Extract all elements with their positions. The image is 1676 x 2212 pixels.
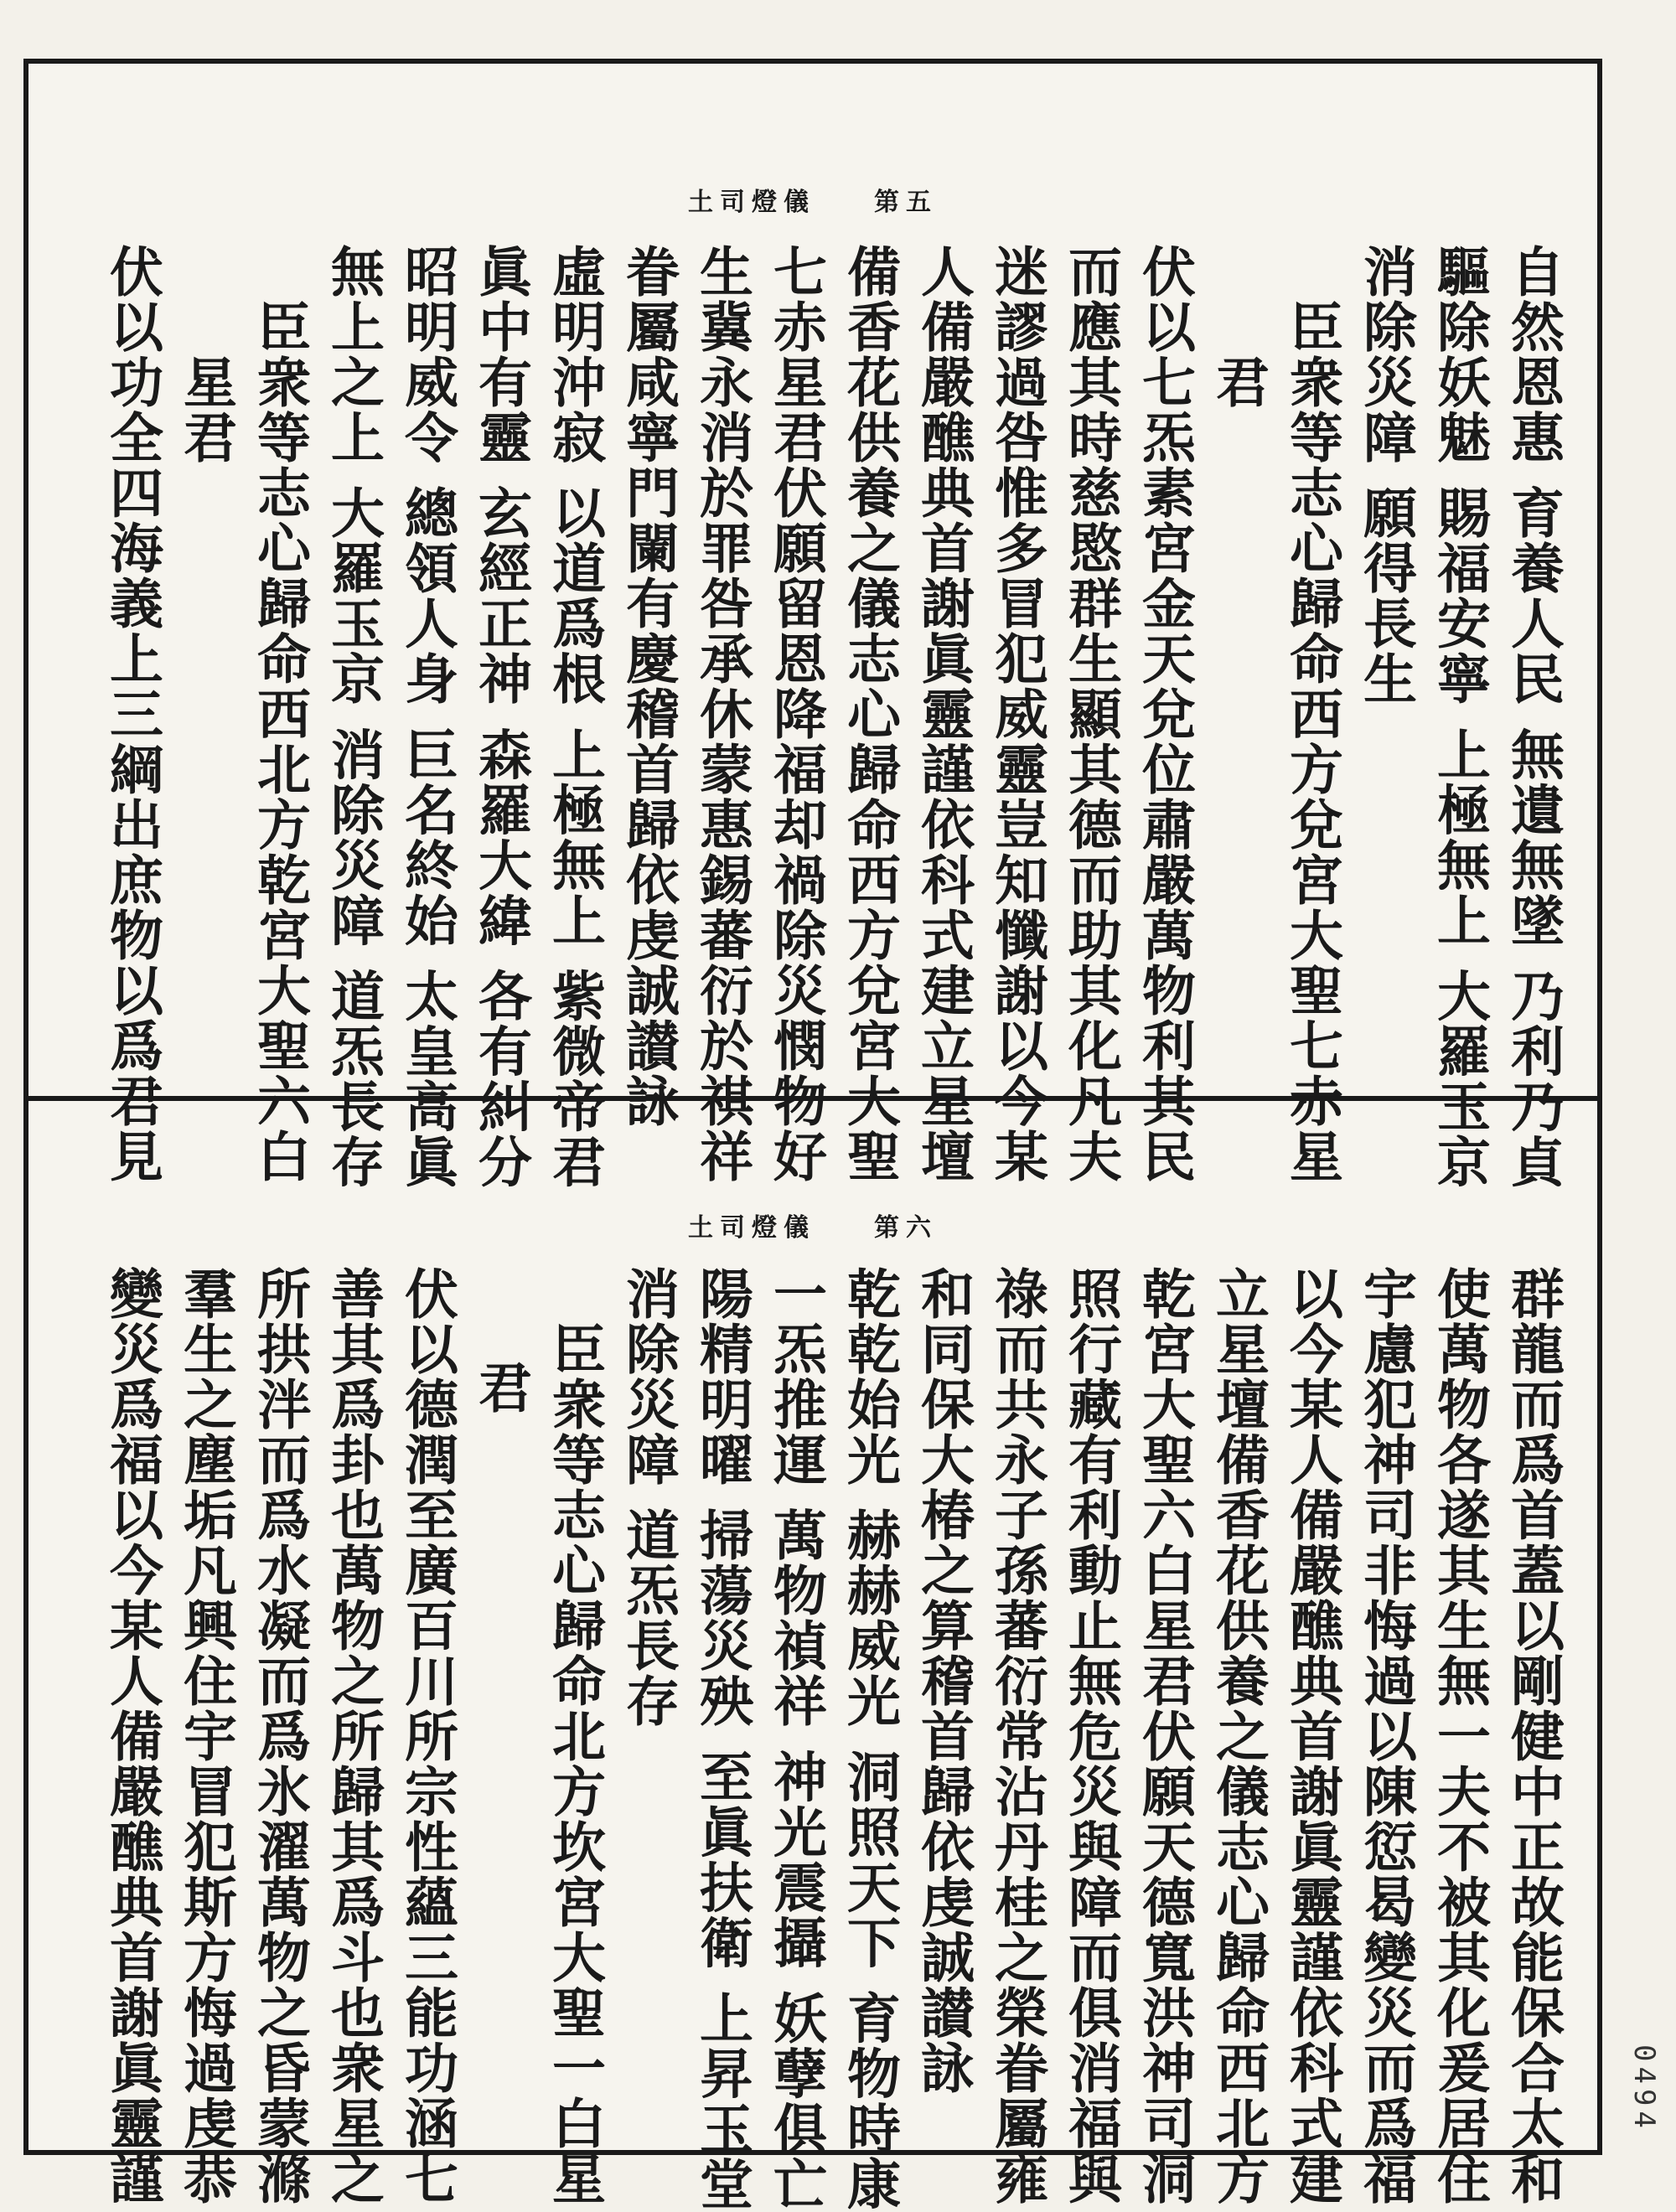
text-column: 立星壇備香花供養之儀志心歸命西北方	[1207, 1266, 1270, 2206]
text-column: 羣生之塵垢凡興住宇冒犯斯方悔過虔恭	[174, 1266, 237, 2206]
text-column: 所拱泮而爲水凝而爲氷濯萬物之昏蒙滌	[248, 1266, 311, 2206]
text-column: 君	[469, 1360, 532, 1415]
text-column: 以今某人備嚴醮典首謝眞靈謹依科式建	[1280, 1266, 1343, 2206]
top-panel-header	[28, 181, 1597, 218]
header-book-title: 土司燈儀	[688, 1213, 815, 1243]
text-column: 臣衆等志心歸命北方坎宮大聖一白星	[543, 1321, 606, 2206]
text-column: 消除災障 願得長生	[1354, 244, 1417, 707]
text-column: 照行藏有利動止無危災與障而俱消福與	[1059, 1266, 1122, 2206]
text-column: 消除災障 道炁長存	[617, 1266, 680, 1729]
text-column: 乾宮大聖六白星君伏願天德寬洪神司洞	[1133, 1266, 1196, 2206]
text-column: 備香花供養之儀志心歸命西方兌宮大聖	[838, 244, 901, 1184]
text-column: 君	[1207, 354, 1270, 410]
header-section: 第五	[874, 188, 938, 217]
text-column: 臣衆等志心歸命西方兌宮大聖七赤星	[1280, 299, 1343, 1184]
text-column: 乾乾始光 赫赫威光 洞照天下 育物時康	[838, 1266, 901, 2212]
text-column: 眷屬咸寧門闌有慶稽首歸依虔誠讃詠	[617, 244, 680, 1129]
text-column: 使萬物各遂其生無一夫不被其化爰居住	[1428, 1266, 1491, 2206]
header-book-title: 土司燈儀	[688, 188, 815, 217]
text-column: 眞中有靈 玄經正神 森羅大緯 各有糾分	[469, 244, 532, 1190]
bottom-panel-header	[28, 1207, 1597, 1243]
header-section: 第六	[874, 1213, 938, 1243]
text-column: 迷謬過咎惟多冒犯威靈豈知懺謝以今某	[985, 244, 1048, 1184]
text-column: 善其爲卦也萬物之所歸其爲斗也衆星之	[322, 1266, 385, 2206]
text-column: 星君	[174, 354, 237, 465]
text-column: 和同保大椿之算稽首歸依虔誠讃詠	[912, 1266, 975, 2096]
text-column: 宇慮犯神司非悔過以陳愆曷變災而爲福	[1354, 1266, 1417, 2206]
text-column: 昭明威令 總領人身 巨名終始 太皇高眞	[396, 244, 458, 1190]
bottom-panel-columns	[101, 1266, 1564, 2212]
text-column: 陽精明曜 掃蕩災殃 至眞扶衛 上昇玉堂	[691, 1266, 753, 2212]
text-column: 一炁推運 萬物禎祥 神光震攝 妖孽俱亡	[764, 1266, 827, 2212]
text-column: 臣衆等志心歸命西北方乾宮大聖六白	[248, 299, 311, 1184]
text-column: 七赤星君伏願留恩降福却禍除災憫物好	[764, 244, 827, 1184]
top-panel-columns	[101, 244, 1564, 1190]
text-column: 祿而共永子孫蕃衍常沾丹桂之榮眷屬雍	[985, 1266, 1048, 2206]
text-column: 驅除妖魅 賜福安寧 上極無上 大羅玉京	[1428, 244, 1491, 1190]
text-column: 伏以德潤至廣百川所宗性蘊三能功涵七	[396, 1266, 458, 2206]
text-column: 生冀永消於罪咎承休蒙惠錫蕃衍於祺祥	[691, 244, 753, 1184]
text-column: 伏以功全四海義上三綱出庶物以爲君見	[101, 244, 163, 1184]
text-column: 變災爲福以今某人備嚴醮典首謝眞靈謹	[101, 1266, 163, 2206]
top-panel	[28, 64, 1597, 1190]
text-column: 虛明沖寂 以道爲根 上極無上 紫微帝君	[543, 244, 606, 1190]
page-number: 0494	[1627, 2044, 1661, 2133]
text-column: 無上之上 大羅玉京 消除災障 道炁長存	[322, 244, 385, 1190]
bottom-panel	[28, 1101, 1597, 2212]
text-column: 群龍而爲首蓋以剛健中正故能保合太和	[1502, 1266, 1565, 2206]
text-column: 人備嚴醮典首謝眞靈謹依科式建立星壇	[912, 244, 975, 1184]
text-column: 自然恩惠 育養人民 無遺無墜 乃利乃貞	[1502, 244, 1565, 1190]
text-column: 而應其時慈愍群生顯其德而助其化凡夫	[1059, 244, 1122, 1184]
text-column: 伏以七炁素宮金天兌位肅嚴萬物利其民	[1133, 244, 1196, 1184]
